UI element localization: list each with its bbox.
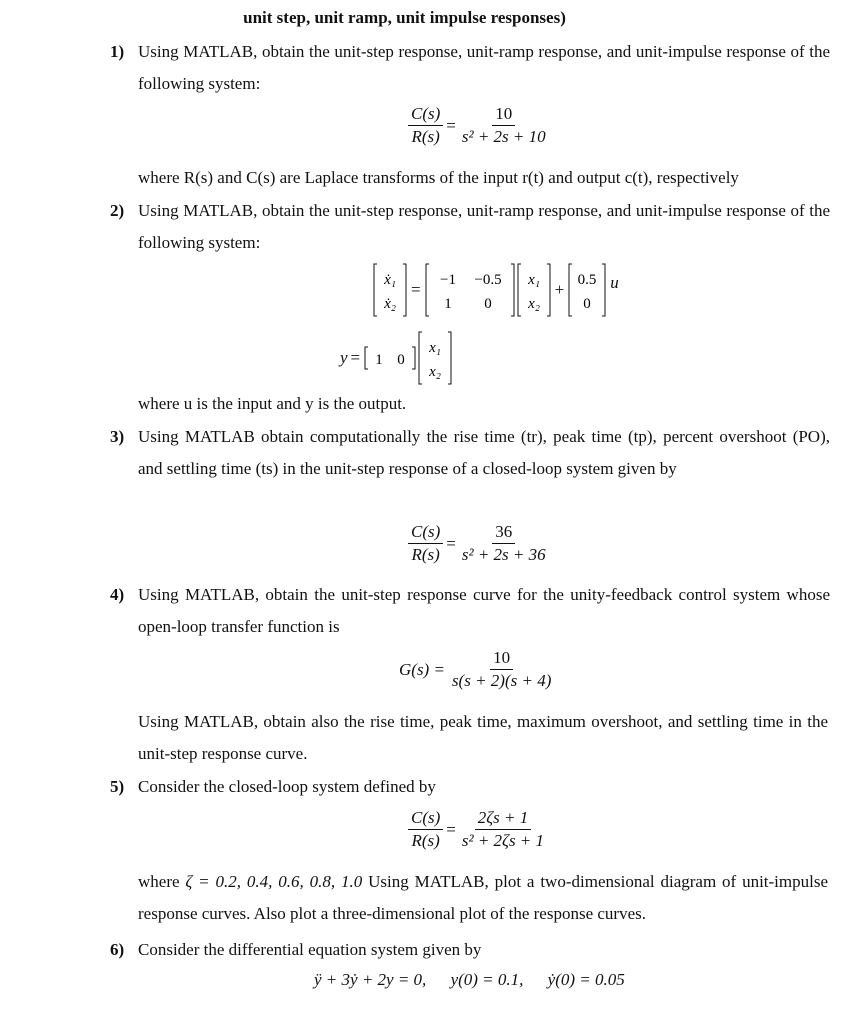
- svg-text:ẋ₂: ẋ₂: [384, 296, 396, 312]
- problem-number: 2): [110, 201, 125, 220]
- svg-text:−1: −1: [439, 272, 456, 288]
- svg-text:0.5: 0.5: [577, 272, 597, 288]
- state-vector: [417, 330, 453, 386]
- svg-text:−0.5: −0.5: [473, 272, 502, 288]
- document-title: unit step, unit ramp, unit impulse responses): [243, 8, 566, 27]
- state-equation: ẋ₁ ẋ₂ = −1 −0.5 1 0 x₁ x₂ + 0.5 0 u: [372, 262, 619, 318]
- problem-text: Using MATLAB, obtain the unit-step response curve for the unity-feedback control system whose open-loop transfer function is: [138, 585, 830, 636]
- problem-6: [110, 934, 830, 966]
- problem-text: Consider the closed-loop system defined by: [138, 777, 436, 796]
- problem-2-note: where u is the input and y is the output.: [138, 394, 407, 413]
- problem-text: Using MATLAB obtain computationally the rise time (tr), peak time (tp), percent overshoot (PO), and settling time (ts) in the unit-step response of a closed-loop system given by: [138, 427, 830, 478]
- problem-number: 4): [110, 585, 125, 604]
- svg-text:0: 0: [483, 296, 492, 312]
- svg-text:1: 1: [375, 352, 383, 368]
- problem-4-note: Using MATLAB, obtain also the rise time, peak time, maximum overshoot, and settling time in the unit-step response curve.: [138, 712, 828, 763]
- svg-text:1: 1: [443, 296, 452, 312]
- problem-number: 1): [110, 42, 125, 61]
- problem-5: [110, 771, 830, 803]
- problem-4: [110, 579, 830, 643]
- svg-text:ẋ₁: ẋ₁: [384, 272, 396, 288]
- problem-text: Using MATLAB, obtain the unit-step response, unit-ramp response, and unit-impulse response of the following system:: [138, 201, 830, 252]
- output-matrix-c: [363, 345, 417, 371]
- state-derivative-vector: [372, 262, 408, 318]
- problem-5-note: where ζ = 0.2, 0.4, 0.6, 0.8, 1.0 Using MATLAB, plot a two-dimensional diagram of unit-impulse response curves. Also plot a three-dimensional plot of the response curves.: [138, 872, 829, 923]
- zeta-values: ζ = 0.2, 0.4, 0.6, 0.8, 1.0: [185, 872, 363, 891]
- problem-1-note: where R(s) and C(s) are Laplace transforms of the input r(t) and output c(t), respectively: [138, 168, 739, 187]
- input-matrix-b: [567, 262, 607, 318]
- problem-2: [110, 195, 830, 259]
- transfer-function-5: $\frac{C(s)}{R(s)}$ = $\frac{2\zeta s + 1}{\text{s² + 2ζs + 1}}$: [408, 808, 547, 851]
- state-vector: [516, 262, 552, 318]
- problem-number: 6): [110, 940, 125, 959]
- problem-number: 5): [110, 777, 125, 796]
- svg-text:0: 0: [583, 296, 591, 312]
- svg-text:x₂: x₂: [429, 364, 442, 380]
- differential-equation: ÿ + 3ẏ + 2y = 0, y(0) = 0.1, ẏ(0) = 0.05: [314, 970, 625, 989]
- output-equation: y = 1 0 x₁ x₂: [340, 330, 453, 386]
- problem-text: Using MATLAB, obtain the unit-step response, unit-ramp response, and unit-impulse response of the following system:: [138, 42, 830, 93]
- problem-1: [110, 36, 830, 100]
- open-loop-transfer-function: G(s) = $\frac{10}{s(s + 2)(s + 4)}$: [399, 648, 552, 690]
- transfer-function-1: $\frac{C(s)}{R(s)}$ = $\frac{10}{\text{s² + 2s + 10}}$: [408, 104, 549, 147]
- problem-3: [110, 421, 830, 485]
- svg-text:x₁: x₁: [527, 272, 540, 288]
- svg-text:x₁: x₁: [429, 340, 442, 356]
- problem-number: 3): [110, 427, 125, 446]
- svg-text:0: 0: [397, 352, 405, 368]
- transfer-function-3: $\frac{C(s)}{R(s)}$ = $\frac{36}{\text{s² + 2s + 36}}$: [408, 522, 549, 565]
- problem-text: Consider the differential equation system given by: [138, 940, 482, 959]
- system-matrix-a: [424, 262, 516, 318]
- svg-text:x₂: x₂: [527, 296, 540, 312]
